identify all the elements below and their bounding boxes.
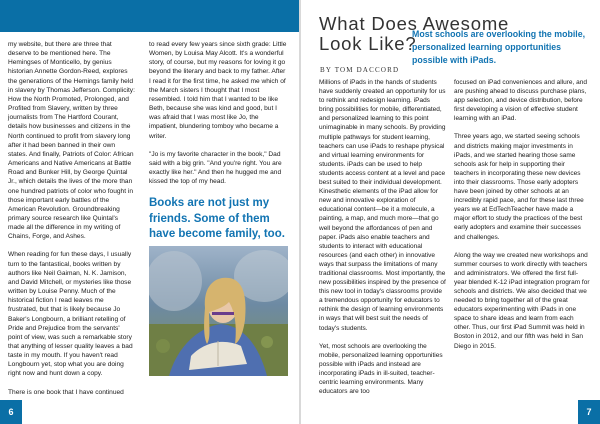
article-deck: Most schools are overlooking the mobile, personalized learning opportunities possible with iPads. — [412, 29, 586, 65]
pull-quote: Books are not just my friends. Some of them have become family, too. — [149, 197, 285, 241]
right-page-column-2 — [454, 78, 590, 351]
body-paragraph: Millions of iPads in the hands of students have suddenly created an opportunity for us to rethink and redesign learning. iPads bring possibilities for mobile, differentiated, and personalized learning to this point unimaginable in many schools. By providing multiple pathways for student learning, teachers can use iPads to reshape physical and virtual learning environments for students. iPads can be used to help students access content at a level and pace best suited to their individual development. Kinesthetic elements of the iPad allow for new and innovative exploration of educational content—be it a molecule, a painting, a map, and much more—that go well beyond the affordances of pen and paper. iPads also enable teachers and students to interact with educational resources (and each other) in innovative ways that surpass the limitations of many traditional classrooms. Most importantly, the new possibilities inspired by the presence of this new tool in today's classrooms provide a tremendous opportunity for educators to rethink the design of learning environments in ways that will best suit the needs of today's students. — [319, 79, 446, 332]
page-number: 6 — [0, 400, 22, 424]
right-page-column-1 — [319, 78, 446, 396]
byline: BY TOM DACCORD — [320, 66, 400, 74]
reading-girl-illustration — [149, 246, 288, 376]
body-paragraph: focused on iPad conveniences and allure, and are pushing ahead to discuss purchase plans, app selection, and device distribution, before first developing a vision of effective student learning with an iPad. — [454, 79, 587, 123]
page-number: 7 — [578, 400, 600, 424]
right-page — [301, 0, 600, 424]
photo-girl-reading — [149, 246, 288, 376]
body-paragraph: Three years ago, we started seeing schools and districts making major investments in iPads, and we started hearing those same schools ask for help in supporting their teachers in incorporating these new devices into their classrooms. Those early adopters have been joined by other schools at an incredibly rapid pace, and for these last three years we at EdTechTeacher have made a major effort to study the practices of the best early adopters and examine their successes and challenges. — [454, 133, 584, 241]
left-page-column-2 — [149, 40, 287, 254]
top-color-band — [0, 0, 299, 32]
body-paragraph: Yet, most schools are overlooking the mobile, personalized learning opportunities possible with iPads and instead are incorporating iPads in ill-suited, teacher-centric learning environments. Many educators are too — [319, 342, 443, 396]
left-page — [0, 0, 299, 424]
article-title-line-1: What Does Awesome — [319, 13, 510, 34]
body-paragraph: When reading for fun these days, I usually turn to the fantastical, books written by authors like Neil Gaiman, N. K. Jamison, and David Mitchell, or mysteries like those written by Louise Penny. Much of the historical fiction I read leaves me frustrated, but that is likely because Jo Baker's Longbourn, a brilliant retelling of Pride and Prejudice from the servants' point of view, was such a remarkable story that anything of lesser quality leaves a bad taste in my mouth. If you haven't read Longbourn yet, stop what you are doing right now and hunt down a copy. — [8, 251, 133, 378]
left-page-column-1 — [8, 40, 135, 397]
body-paragraph: to read every few years since sixth grade: Little Women, by Louisa May Alcott. It's a wonderful story, of course, but my reasons for loving it go beyond the literary and back to my father. After I read it for the first time, he asked me which of the March sisters I thought that I most resembled. I told him that I wanted to be like Beth, because she was kind and good, but I was afraid that I was most like Jo, the impatient, blundering tomboy who became a writer. — [149, 41, 287, 140]
article-title-line-2: Look Like? — [319, 33, 417, 54]
body-paragraph: Along the way we created new workshops and summer courses to work directly with teachers and administrators. We offered the first full-year blended K-12 iPad integration program for schools and districts. We also decided that we needed to bring together all of the great educators experimenting with iPads in one space to share ideas and learn from each other. Thus, our first iPad Summit was held in Boston in 2012, and our fifth was held in San Diego in 2015. — [454, 251, 590, 350]
body-paragraph: "Jo is my favorite character in the book," Dad said with a big grin. "And you're right. You are exactly like her." And then he hugged me and kissed the top of my head. — [149, 150, 282, 186]
body-paragraph: There is one book that I have continued — [8, 388, 124, 396]
body-paragraph: my website, but there are three that deserve to be mentioned here. The Hemingses of Monticello, by genius historian Annette Gordon-Reed, explores the generations of the Hemings family held in slavery by Thomas Jefferson. Complicity: How the North Promoted, Prolonged, and Profited from Slavery, written by three journalists from The Hartford Courant, details how businesses and citizens in the North continued to profit from slavery long after it had been banned in their own states. And finally, Patriots of Color: African Americans and Native Americans at Battle Road and Bunker Hill, by George Quintal Jr., which details the lives of the more than one hundred patriots of color who fought in those important early battles of the American Revolution. Groundbreaking primary source research like Quintal's made all the difference in my writing of Chains, Forge, and Ashes. — [8, 41, 135, 241]
